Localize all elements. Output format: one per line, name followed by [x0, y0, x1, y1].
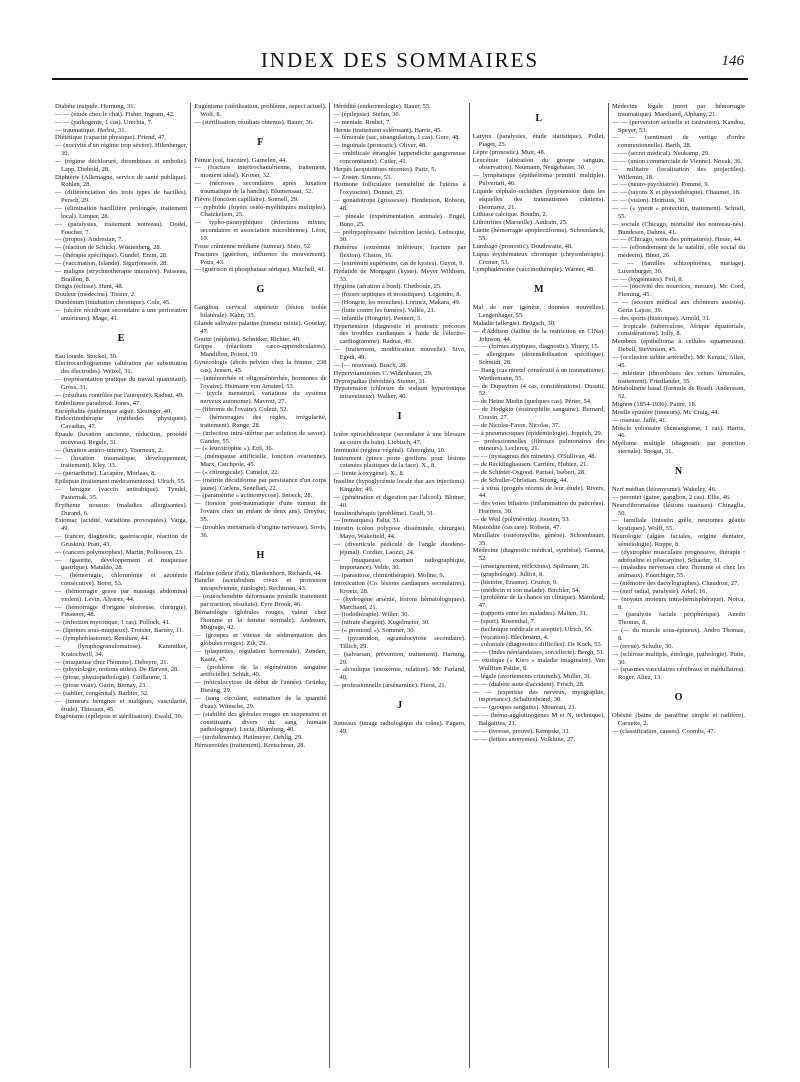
index-entry: — (vaccination, Islande). Sigurjonsson, 28. [55, 259, 169, 267]
index-entry: Épaule (luxation ancienne, réduction, procédé nouveau). Regele, 31. [55, 431, 188, 446]
index-entry: Doigts (éclisse). Hunt, 48. [55, 283, 124, 291]
index-entry: — (dystrophie musculaire progressive, thérapie : adrénaline et pilocarpine). Schaefer, 31. [611, 548, 745, 564]
index-entry: — (cancers polymorphes). Martin, Pollosson, 23. [55, 548, 184, 556]
index-entry: — — (Chicago, soins des prématurés). Hesse, 44. [611, 236, 742, 244]
index-entry: — — (nocivité des nourrices, mesure). Mc Cord, Fleming, 45. [611, 283, 745, 299]
index-entry: — (infection mycotique, 1 cas). Pollock, 41. [55, 619, 171, 627]
index-entry: — — (familles schizophrènes, mariage). Luxenburger, 30. [611, 259, 745, 275]
index-entry: Grippe (réactions cæco-appendiculaires). Mandillon, Poinot, 19. [194, 343, 327, 359]
index-entry: — (propos). Andresian, 7. [55, 236, 123, 244]
index-entry: Obésité (bains de paraffine simple et radifère). Caruette, 2. [611, 712, 745, 727]
index-entry: — (iodothérapie). Willer, 30. [333, 611, 409, 619]
section-letter-heading: H [256, 549, 265, 561]
index-entry: — (différenciation des trois types de bacilles). Persch, 29. [55, 189, 188, 205]
index-entry: — (physiologie, notions utiles). De Harven, 28. [55, 666, 179, 674]
index-entry: — (lymphoblastome). Renshaw, 44. [55, 635, 149, 642]
index-entry: — familiale (intestin grêle, neuromes géants kystiques). Wolff, 55. [611, 517, 745, 533]
index-columns [52, 103, 748, 1068]
index-entry: — des sports (historique). Arnold, 31. [611, 314, 711, 322]
index-entry: Fièvre (fonction capillaire). Sonnell, 29. [194, 195, 299, 203]
index-entry: — de Weil (polynévrite). Joosten, 53. [472, 515, 571, 523]
index-entry: — (ostéochondrite déformante juvénile traitement par traction, résultats). Eyre Brook, 46. [194, 593, 327, 608]
index-entry: — — (groupes sanguins). Moureau, 21. [472, 704, 577, 712]
index-entry: — — (hémo-agglutinogènes M et N, technique). Balgairies, 21. [472, 712, 605, 727]
index-entry: — (luxation antéro-interne). Tourneux, 2. [55, 446, 163, 454]
index-entry: — — (rayons X et physiothérapie). Chaumet, 18. [611, 189, 741, 197]
index-entry: — (pénétration et digestion par l'alcool). Blotner, 40. [333, 493, 466, 509]
index-entry: — (résultats contrôlés par l'autopsie). Radnai, 49. [55, 391, 184, 399]
index-entry: — de Heine Medin (quelques cas). Périer, 54. [472, 398, 592, 406]
index-entry: — (occlusion subite artérielle). Mc Kenzie, Allen, 45. [611, 354, 745, 369]
index-entry: Hormone folliculaire (sensibilité de l'utérus à l'oxytocine). Donnet, 25. [333, 181, 466, 197]
index-entry: — — (vision). Heinsius, 30. [611, 197, 686, 205]
index-entry: — (noyaux moteurs intra-hémisphérique). Noica, 8. [611, 595, 745, 611]
index-entry: — (lipomes sous-muqueux). Troisier, Bariéty, 11. [55, 627, 184, 635]
index-entry: — de Nicolas-Favre. Nicolas, 37. [472, 421, 560, 429]
index-entry: — (troubles menstruels d'origine nerveuse). Sovis, 36. [194, 523, 327, 539]
section-letter-heading: O [674, 692, 683, 704]
index-entry: — d'Addison (faillite de la restriction en ClNa). Johnson, 44. [472, 327, 605, 343]
index-entry: Nerf médian (léiomyome). Wakeley, 46. [611, 485, 717, 493]
index-column [470, 103, 609, 1068]
index-entry: — lymphatique (épithélioma primitif multiple). Pulvertaft, 46. [472, 172, 605, 188]
index-entry: — (hémorragie grave par massage abdominal violent). Levin, Alvarez, 44. [55, 587, 188, 603]
index-entry: Duodénum (intubation chronique). Cole, 45. [55, 299, 171, 307]
index-entry: — (problème de la chance en clinique). Mainland, 47. [472, 594, 605, 610]
index-entry: — (pyramidon, agranulocytose secondaire). Tillich, 29. [333, 635, 466, 650]
index-entry: — de Schinter-Osgood. Parisel, Isebert, 28. [472, 468, 586, 476]
index-entry: — typhoïde (foyers ostéo-myélitiques multiples). Chatzkelson, 25. [194, 203, 327, 219]
index-entry: — sociale (Chicago, mortalité des nouveau-nés). Bundesen, Dahms, 41. [611, 220, 745, 236]
index-entry: — (hémorragies des règles, irrégularité, traitement). Runge, 28. [194, 414, 327, 429]
index-entry: — (lymphogranulomatose). Kammiker, Kratochwill, 34. [55, 642, 188, 658]
index-entry: — (épilepsie). Stefan, 30. [333, 110, 401, 118]
index-entry: Leucémie (altération du groupe sanguin, observation). Neumann, Neugebauer, 30. [472, 156, 605, 172]
index-entry: — traumatique. Herbst, 31. [55, 126, 127, 134]
index-entry: Lupus érythémateux chronique (chrysothérapie). Cremer, 53. [472, 250, 605, 266]
index-entry: — (réticulocytose du début de l'année). Grünke, Biesing, 29. [194, 679, 327, 695]
index-column [191, 103, 330, 1068]
index-entry: — (hémorragie, chlorurémie et azotémie consécutive). Borst, 53. [55, 572, 188, 588]
index-entry: — — (pathogénie, 1 cas). Urechia, 7. [55, 118, 153, 126]
index-entry: Mastoïdite (cas rare). Robson, 47. [472, 523, 561, 531]
index-entry: — (stabilité des globules rouges en suspension et constituants divers du sang humain pathologique). Lucia, Blumberg, 40. [194, 710, 327, 734]
index-entry: — (extrémité supérieure, cas de kystes). Guyot, 9. [333, 259, 464, 267]
index-entry: Insuline (hypoglycémie locale due aux injections). Kingzler, 49. [333, 478, 466, 493]
index-entry: Métabolisme basal (formule de Read). Andersson, 52. [611, 385, 745, 401]
index-entry: — (réaction de Schick). Wüstenberg, 28. [55, 244, 162, 252]
index-entry: — (élimination bacillifère prolongée, traitement local). Limper, 28. [55, 204, 188, 220]
index-entry: — (tente à oxygène). X., 8. [333, 470, 405, 478]
index-entry: Insulinothérapie (problème). Graff, 31. [333, 509, 435, 517]
index-entry: — pinéale (expérimentation animale). Engel, Buno, 25. [333, 212, 466, 228]
index-entry: — maligne (strychnothérapie intensive). Paisseau, Braillon, 8. [55, 267, 188, 283]
index-entry: — professionnelle (arsénamine). Fierst, 21. [333, 682, 447, 690]
index-entry: Ganglion cervical supérieur (lésion isolée bilatérale). Kahn, 35. [194, 304, 327, 320]
index-entry: Encéphalite épidémique aiguë. Slesinger, 40. [55, 407, 172, 415]
index-entry: Membres (épithélioma à cellules squameuses). Debell, Stevenson, 45. [611, 338, 745, 354]
index-entry: — (urobilinémie). Heilmeyer, Oehlig, 29. [194, 734, 303, 742]
index-entry: Lymphadénome (vaccinothérapie). Warner, 48. [472, 266, 595, 274]
index-entry: — (traitement, modification nouvelle). Sivo, Egedi, 49. [333, 346, 466, 361]
index-entry: — (parasitose, chimiothérapie). Moline, 9. [333, 572, 445, 580]
index-entry: — (cancer, diagnostic, gastroscopie, réaction de Gruskin). Pratt, 43. [55, 533, 188, 548]
section-letter-heading: N [674, 465, 683, 477]
index-entry: Érythème noueux (maladies allergisantes). Durand, 6. [55, 501, 188, 517]
index-entry: — alcoolique (anoxémie, relation). Mc Farland, 40. [333, 666, 466, 682]
section-letter-heading: L [535, 113, 543, 124]
index-entry: Hernie (traitement sclérosant). Harris, 45. [333, 126, 442, 134]
index-entry: — — (Indes néerlandaises, sorcellerie). Bergh, 51. [472, 649, 605, 657]
index-entry: — — (nystagmus des mineurs). O'Sullivan, 48. [472, 453, 597, 461]
index-entry: Hémorroïdes (traitement). Kretschmer, 28. [194, 742, 306, 750]
section-letter-heading: F [257, 136, 264, 148]
index-entry: Hypotension (chlorure de sodium hypertonique intraveineux). Walker, 46. [333, 385, 466, 401]
index-entry: — — (secret médical). Neukamp, 29. [611, 150, 710, 158]
index-entry: — (sablier, congénital). Barbier, 32. [55, 689, 149, 697]
index-entry: — (nécroses secondaires après luxation traumatique de la hanche). Blumensaat, 32. [194, 180, 327, 195]
index-entry: Douleur (médecine). Tissier, 2. [55, 291, 136, 299]
index-entry: — — (union commerciale de Vienne). Novak, 36. [611, 157, 743, 165]
index-entry: — (plaquettes, régulation hormonale). Zonden, Kaatz, 47. [194, 647, 327, 663]
index-entry: — (nocivité d'un régime trop sévère). Hilenberger, 30. [55, 142, 188, 158]
index-entry: Goutte (néphrite). Schnitker, Richter, 40. [194, 335, 301, 343]
index-entry: — inguinale (pronostic). Oliver, 48. [333, 142, 427, 150]
index-entry: — coloniale (diagnostics difficiles). De Kock, 53. [472, 641, 603, 649]
index-entry: — (« chirurgicale). Camelot, 22. [194, 468, 280, 476]
index-entry: Intoxication (Co. lésions cardiaques secondaires). Kroetz, 28. [333, 580, 466, 595]
index-entry: — à virus (progrès récents de leur étude). Rivers, 44. [472, 484, 605, 500]
index-entry: Lithotrities (Marseille). Audrain, 25. [472, 219, 568, 227]
index-entry: Gynécologie (abcès pelvien chez la femme, 238 cas). Jensen, 45. [194, 359, 327, 374]
section-letter-heading: I [397, 411, 402, 423]
index-column [330, 103, 469, 1068]
index-entry: Hygiène (aération à bord). Chetboule, 25. [333, 283, 442, 291]
index-entry: — (rapports entre les maladies). Malten, 31. [472, 610, 588, 618]
index-entry: Electrocardiogramme (altération par substitution des électrodes). Weizel, 31. [55, 360, 188, 376]
index-entry: — (paralysie faciale périphérique). Anedo Thomas, 8. [611, 611, 745, 627]
index-entry: — (thérapie spécifique). Gundel, Erzin, 28. [55, 252, 168, 260]
index-entry: — (torsion post-traumatique d'une tumeur de l'ovaire chez un enfant de deux ans). Dreyfus, 55. [194, 500, 327, 523]
index-entry: Glande salivaire palatine (tumeur mixte). Gourlay, 47. [194, 319, 327, 335]
index-title: INDEX DES SOMMAIRES [260, 48, 540, 72]
index-entry: Fractures (guérison, influence du mouvement). Potts, 43. [194, 250, 327, 266]
index-entry: Hanche (acetabulum creux et protrusion intrapelvienne, étiologie). Rechtman, 43. [194, 577, 327, 593]
index-entry: Haleine (odeur d'ail). Blankenhorn, Richards, 44. [194, 569, 323, 577]
index-entry: — (muqueuse, examen radiographique, importance). Velde, 30. [333, 556, 466, 572]
index-entry: — osseuse. Jaffé, 41. [611, 416, 668, 424]
index-entry: Diphtérie (Allemagne, service de santé publique). Rohlen, 28. [55, 173, 188, 189]
index-entry: — (vocation). Blechmann, 4. [472, 633, 549, 641]
index-entry: — (diverticule pédiculé de l'angle duodéno-jéjunal). Cordier, Laozzi, 24. [333, 540, 466, 556]
index-entry: Eau lourde. Stockel, 30. [55, 352, 118, 360]
index-entry: — — (expertise des nerveux, myographie, importance). Schaltenbrand, 30. [472, 688, 605, 704]
index-entry: Moelle épinière (tumeurs). Mc Craig, 44. [611, 408, 720, 416]
index-entry: — (muqueuse chez l'homme). Debeyre, 21. [55, 658, 169, 666]
index-entry: Diabète insipide. Hornung, 31. [55, 103, 136, 110]
index-entry: — (périarthrite). Lacapère, Morlaas, 8. [55, 470, 157, 478]
index-entry: Immunité (régime végétal). Gheorghiu, 10. [333, 446, 446, 454]
index-entry: — (paralysies, traitement nouveau). Dodel, Foucher, 7. [55, 220, 188, 236]
index-entry: — (classification, causes). Coombs, 47. [611, 727, 716, 735]
index-entry: — (hémorragie d'origine ulcéreuse, chirurgie). Finsterer, 48. [55, 603, 188, 619]
index-entry: — Zoster. Simons, 53. [333, 173, 392, 181]
index-entry: Hypervitaminoses C. Widenbauer, 29. [333, 369, 433, 377]
index-entry: — fémorale (sac, strangulation, 1 cas). Gore, 48. [333, 134, 461, 142]
index-entry: Myélome multiple (diagnostic par ponction sternale). Snogat, 31. [611, 440, 745, 456]
index-entry: — (luxation traumatique, développement, traitement). Kley, 33. [55, 454, 188, 470]
index-entry: — (« prontosil »). Sommer, 30. [333, 627, 416, 635]
index-entry: — gonadotrope (grossesse). Henderson, Robson, 48. [333, 197, 466, 212]
index-entry: Lèpre (pronostic). Muir, 48. [472, 148, 546, 156]
index-entry: — (« leucotrophie »). Ertl, 36. [194, 445, 274, 453]
index-entry: — (fracture intertrochantérienne, traitement, moment idéal). Kroner, 32. [194, 164, 327, 180]
index-entry: — inférieur (thromboses des veines fémorales, traitement). Friedlander, 35. [611, 369, 745, 385]
index-entry: Hypospadias (hérédité). Steiner, 31. [333, 377, 427, 385]
index-entry: — (ptose vraie). Garin, Bernay, 23. [55, 682, 147, 690]
index-entry: — bénigne (vaccin antirabique). Tyndel, Pasternak, 35. [55, 485, 188, 501]
index-entry: — professionnelles (fibroses pulmonaires des mineurs). Leclercq, 21. [472, 437, 605, 453]
index-entry: — Bang (cas mortel consécutif à un traumatisme). Werthemann, 55. [472, 366, 605, 382]
index-entry: Luette (hémorragie apoplectiforme). Schoenlanck, 55. [472, 227, 605, 242]
index-entry: Jumeaux (image radiologique du crâne). Fagaro, 49. [333, 719, 466, 735]
index-entry: — à pneumocoques (épidémiologie). Joppich, 29. [472, 429, 603, 437]
index-entry: — — (neuro-psychiatrie). Pommé, 9. [611, 181, 710, 189]
index-entry: — allergiques (désensibilisation spécifique). Schmidt, 28. [472, 351, 605, 367]
index-entry: — (fosses septiques et moustiques). Legendre, 8. [333, 291, 462, 299]
index-entry: — (— nouveau). Busch, 28. [333, 361, 407, 369]
index-entry: — — (secours médical aux chômeurs assistés). Gerin Lajoie, 39. [611, 299, 745, 314]
index-entry: Hématologie (globules rouges, valeur chez l'homme et la femme normale). Andresen, Mugrage, 42. [194, 608, 327, 632]
index-entry: Neurologie (algies faciales, origine dentaire, séméiologie). Ruppe, 8. [611, 533, 745, 548]
index-entry: Embolisme paradoxal. Jones, 47. [55, 399, 141, 407]
index-entry: — (ulcère récidivant secondaire à une perforation antérieure). Mage, 41. [55, 306, 188, 322]
index-entry: — exotique (« Koro » maladie imaginaire). Van Wulfften Palthe, 8. [472, 657, 605, 672]
index-entry: Ictère spirochétosique (secondaire à une blessure au cours du bain). Liebisch, 47. [333, 431, 466, 446]
index-entry: — militaire (localisation des projectiles). Willemin, 18. [611, 165, 745, 181]
index-entry: — légale (avortements criminels). Muller, 31. [472, 672, 592, 680]
index-entry: — (problème de la régénération sanguine artificielle). Schidt, 40. [194, 663, 327, 679]
index-entry: Mignon (1854-1936). Paitre, 18. [611, 401, 697, 409]
index-entry: — (ménopause artificielle, fonction ovarienne). Marx, Catchpole, 45. [194, 453, 327, 469]
index-entry: — (guérison et phosphatase sérique). Mitchell, 41. [194, 266, 326, 274]
index-entry: — — (« yperit » protection, traitement). Schrafl, 55. [611, 204, 745, 220]
index-entry: — préhypophysaire (sécrétion lactée). Leducque, 30. [333, 228, 466, 244]
index-entry: — (gastrite, développement et muqueuse gastrique). Mataldo, 28. [55, 556, 188, 572]
index-entry: — ombilicale étranglée (appendicite gangreneuse concomitante). Cutler, 41. [333, 150, 466, 165]
index-entry: Estomac (acidité, variations provoquées). Varga, 49. [55, 517, 188, 533]
index-entry: — (lutte contre les fumées). Vallée, 21. [333, 306, 436, 314]
page-header [52, 44, 748, 80]
index-entry: — (aménorrhée et oligoménorrhée, hormones de l'ovaire). Heimann von Amsteel, 53. [194, 374, 327, 390]
index-entry: — (nitrate d'argent). Kugelmeier, 30. [333, 619, 430, 627]
index-entry: Lumbago (pronostic). Douthwaite, 48. [472, 242, 573, 250]
index-entry: — — (formes atypiques, diagnostic). Thiery, 15. [472, 343, 600, 351]
index-entry: — (sang circulant, estimation de la quantité d'eau). Wünsche, 29. [194, 695, 327, 710]
index-entry: — — (ivresse, preuve). Kempski, 31. [472, 727, 571, 735]
index-entry: — (cycle menstruel, variations du système nerveux autonome). Mavroti, 27. [194, 390, 327, 406]
index-entry: — (ptose, physiopathologie). Guillaume, 3. [55, 674, 169, 682]
index-column [52, 103, 191, 1068]
index-entry: — (enseignement, réflexions). Spilmann, 26. [472, 563, 590, 571]
index-entry: Hydatide de Morgagni (kyste). Meyer Wildisen, 33. [333, 267, 466, 283]
index-entry: — — (étude chez le chat). Fisher, Ingram, 42. [55, 110, 175, 118]
index-entry: — — (diabète suite d'accident). Frisch, 28. [472, 680, 585, 688]
index-entry: Médecine légale (mort par hémorragie traumatique). Marchand, Alphany, 21. [611, 103, 745, 118]
index-column [609, 103, 748, 1068]
index-entry: — de Dupuytren (4 cas, considérations). Dusatti, 52. [472, 382, 605, 398]
index-entry: — (tumeurs bénignes et malignes, vascularité, étude). Thiessen, 45. [55, 697, 188, 713]
section-letter-heading: E [117, 332, 125, 344]
index-entry: — (hydrogène arsénié, lésions hématologiques). Marchand, 21. [333, 595, 466, 611]
index-entry: — (infection intra-utérine par solution de savon). Gander, 55. [194, 429, 327, 445]
index-entry: — infantile (Hongrie). Pennert, 3. [333, 314, 422, 322]
index-entry: — — (effondrement de la natalité, rôle social du médecin). Binet, 26. [611, 244, 745, 260]
index-entry: — (Hongrie, les mouches). Lorincz, Makara, 49. [333, 299, 461, 307]
index-entry: — (technique médicale et aseptie). Ulrich, 55. [472, 625, 593, 633]
index-entry: — (fibrome de l'ovaire). Coletti, 52. [194, 406, 289, 414]
index-entry: Eugénisme (stérilisation, problème, aspect actuel). Wolf, 8. [194, 103, 327, 118]
index-entry: — (spasmes vasculaires cérébraux et médullaires). Roger, Aliez, 13. [611, 666, 745, 682]
index-entry: Hypertension (diagnostic et pronostic précoces des troubles cardiaques à l'aide de l'électro-cardiogramme). Radnai, 49. [333, 322, 466, 346]
index-entry: — (graphologie). Julliot, 8. [472, 570, 544, 578]
index-entry: — (représentation pratique du travail quantitatif). Gross, 31. [55, 376, 188, 391]
index-entry: — des voies biliaires (inflammation du pancréas). Hoerters, 30. [472, 500, 605, 516]
index-entry: Maxillaire (ostéomyélite, génèse). Schoenbauer, 35. [472, 531, 605, 547]
section-letter-heading: J [397, 699, 403, 711]
index-entry: Lithiase calcique. Boudin, 2. [472, 211, 548, 219]
index-entry: Hérédité (endocrinologie). Bauer, 55. [333, 103, 431, 110]
index-entry: Humérus (extrémité inférieure, fracture par flexion). Chatos, 16. [333, 244, 466, 260]
index-entry: — (paramétrite « actinomycose). Snoeck, 28. [194, 492, 313, 500]
index-entry: — de Hodgkin (éosinophilie sanguine). Bernard, Cousin, 27. [472, 406, 605, 421]
index-entry: Muscle volontaire (hémangiome, 1 cas). Harris, 46. [611, 424, 745, 440]
index-entry: — tropicale (tuberculose, Afrique équatoriale, considérations). Jolly, 8. [611, 322, 745, 338]
index-entry: — — (hygiénistes). Feil, 8. [611, 275, 684, 283]
index-entry: Larynx (paralysies, étude statistique). Pollet, Piaget, 23. [472, 133, 605, 148]
index-entry: — (nerf radial, paralysie). Arkel, 16. [611, 587, 708, 595]
index-entry: Diététique (capacité physique). Friend, 47. [55, 134, 167, 142]
index-entry: Épilepsie (traitement médicamenteux). Ulrich, 55. [55, 478, 186, 486]
index-entry: — mentale. Rodiet, 7. [333, 118, 391, 126]
index-entry: Maladie (allergie). Brügsch, 30. [472, 319, 556, 327]
index-entry: — — (lettres anonymes). Volkhine, 27. [472, 735, 576, 743]
index-entry: Médecine (diagnostic médical, synthèse). Gamna, 52. [472, 547, 605, 563]
index-entry: — peronier (gaine, ganglion, 2 cas). Ellis, 46. [611, 493, 731, 501]
index-entry: — (régime déchloruré, thromboses et embolie). Lapp, Diebold, 28. [55, 157, 188, 173]
index-entry: — (remarques). Falta, 31. [333, 517, 401, 525]
index-entry: — (stérilisation, résultats obtenus). Bauer, 36. [194, 118, 314, 126]
index-entry: — (— du muscle sous-épineux). Andro Thomas, 8. [611, 627, 745, 642]
index-entry: — (histoire, Erasme). Cruzon, 9. [472, 578, 558, 586]
index-entry: — de Recklinghausen. Carrière, Hubiez, 21. [472, 461, 589, 469]
section-letter-heading: G [256, 284, 265, 296]
index-entry: — (mémoire des dactylographes). Chaudron, 27. [611, 580, 740, 588]
index-entry: Mal de mer (génèse, données nouvelles). Lengenhager, 55. [472, 304, 605, 320]
index-entry: Eugénisme (épilepsie et stérilisation). Ewald, 30. [55, 713, 183, 721]
index-entry: — (revue). Schulte, 30. [611, 642, 673, 650]
index-entry: — (maladies nerveuses chez l'homme et chez les animaux). Frauchiger, 55. [611, 564, 745, 580]
index-entry: Liquide céphalo-rachidien (hypotension dans les séquelles des traumatismes crâniens). Desmarez, 21. [472, 187, 605, 211]
index-entry: — (médecin et son malade). Birchler, 54. [472, 586, 581, 594]
section-letter-heading: M [534, 284, 544, 296]
index-entry: — (salvarsan, prévention, traitement). Hartung, 29. [333, 650, 466, 666]
index-entry: Intestin (colon polypose disséminée, chirurgie). Mayo, Wakefield, 44. [333, 525, 466, 541]
index-entry: Endocrinothérapie (méthodes physiques). Cavadias, 47. [55, 415, 188, 431]
index-entry: Neurofibromatose (lésions osseuses). Chinaglia, 50. [611, 501, 745, 517]
index-entry: — (groupes et vitesse de sédimentation des globules rouges). Zik, 29. [194, 632, 327, 648]
index-entry: — (sclérose multiple, étiologie, pathologie). Putte, 30. [611, 650, 745, 666]
index-entry: — — (sentiment de vertige d'ordre commotionnelle). Barth, 28. [611, 134, 745, 150]
index-entry: — (sport). Rosenthal, 7. [472, 617, 536, 625]
index-entry: — (métrite décidiforme par persistance d'un corps jaune). Carlens, Senellart, 22. [194, 476, 327, 492]
index-entry: — de Schuller-Christian. Strong, 44. [472, 476, 569, 484]
index-entry: Instrument (pince porte greffons pour lésions cutanées plastiques de la face). X., 8. [333, 454, 466, 470]
index-entry: Fémur (col, fracture). Garnelen, 44. [194, 156, 287, 164]
index-entry: Fosse crânienne médiane (tumeur). Sisto, 52. [194, 242, 312, 250]
index-entry: — — (perversion sexuelle et castration). Kandou, Speyer, 53. [611, 118, 745, 134]
index-entry: Herpès (acquisitions récentes). Pattz, 5. [333, 165, 437, 173]
index-entry: — typho-paratyphiques (infections mixtes, secondaires et association microbienne). Léon, 19. [194, 219, 327, 242]
page-number: 146 [721, 53, 744, 69]
